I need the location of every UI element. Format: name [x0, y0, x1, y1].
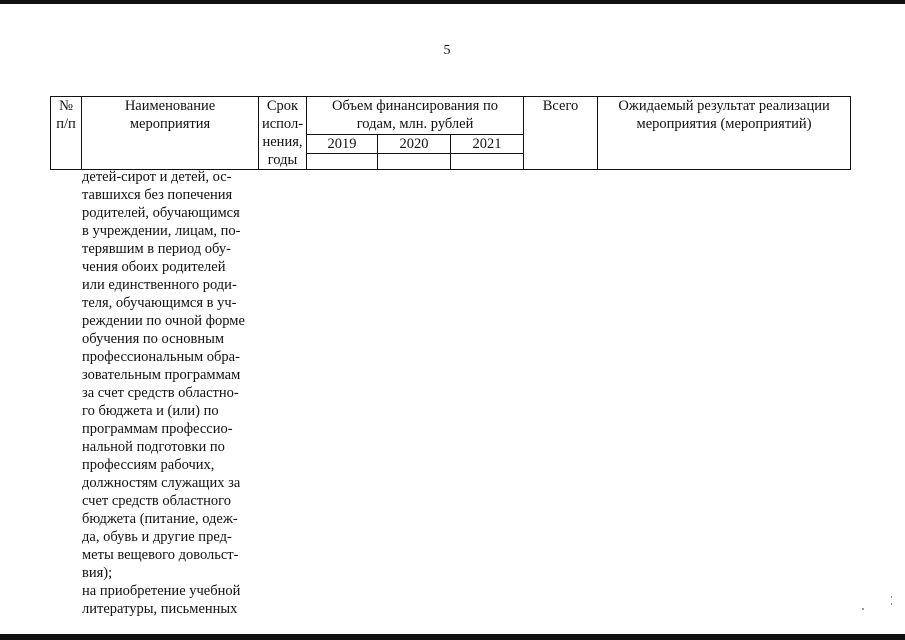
header-total: Всего [524, 97, 598, 170]
header-funding: Объем финансирования по годам, млн. рублей [307, 97, 524, 135]
scan-top-border [0, 0, 905, 4]
scan-speck [891, 596, 892, 598]
header-event-name: Наименование мероприятия [82, 97, 259, 170]
continued-event-text: детей-сирот и детей, ос- тавшихся без попечения родителей, обучающимся в учреждении, лицам, по- терявшим в период обу- чения обоих родителей или единственного роди- теля, обучающимся в уч- реждении по очной форме обучения по основным профессиональным обра- зовательным программам за счет средств областно- го бюджета и (или) по программам профессио- нальной подготовки по профессиям рабочих, должностям служащих за счет средств областного бюджета (питание, одеж- да, обувь и другие пред- меты вещевого довольст- вия); на приобретение учебной литературы, письменных [82, 169, 245, 617]
page-number: 5 [443, 43, 451, 58]
header-year-2021: 2021 [451, 134, 524, 153]
header-number: № п/п [51, 97, 82, 170]
header-year-2020-filler [378, 153, 451, 169]
header-table [50, 96, 851, 170]
header-year-2019-filler [307, 153, 378, 169]
scan-speck [891, 603, 892, 605]
scan-speck [862, 608, 864, 610]
header-term: Срок испол- нения, годы [259, 97, 307, 170]
header-year-2019: 2019 [307, 134, 378, 153]
header-expected-result: Ожидаемый результат реализации мероприятия (мероприятий) [598, 97, 851, 170]
header-year-2020: 2020 [378, 134, 451, 153]
scan-bottom-border [0, 634, 905, 640]
header-year-2021-filler [451, 153, 524, 169]
